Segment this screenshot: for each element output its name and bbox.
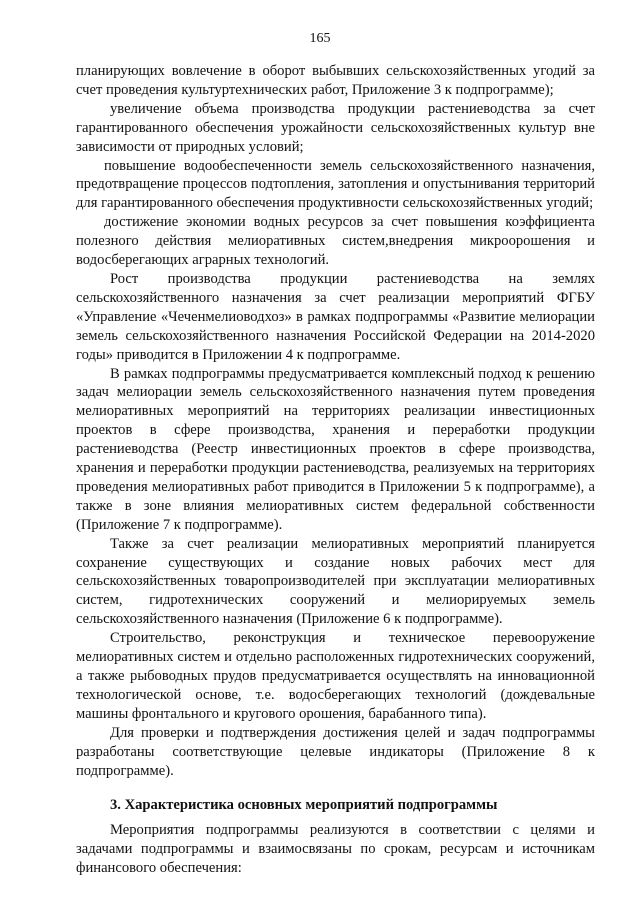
paragraph-construction: Строительство, реконструкция и техническое перевооружение мелиоративных систем и отдельно расположенных гидротехнических сооружений, а также рыбоводных прудов предусматривается осуществлять на инновационной технологической основе, т.е. водосберегающих технологий (дождевальные машины фронтального и кругового орошения, барабанного типа).	[76, 630, 595, 722]
paragraph-complex-approach: В рамках подпрограммы предусматривается комплексный подход к решению задач мелиорации земель сельскохозяйственного назначения путем проведения мелиоративных мероприятий на территориях реализации инвестиционных проектов в сфере производства, хранения и переработки продукции растениеводства (Реестр инвестиционных проектов в сфере производства, хранения и переработки продукции растениеводства, реализуемых на территориях проведения мелиоративных работ приводится в Приложении 5 к подпрограмме), а также в зоне влияния мелиоративных систем федеральной собственности (Приложение 7 к подпрограмме).	[76, 365, 595, 533]
section-heading: 3. Характеристика основных мероприятий подпрограммы	[110, 797, 498, 814]
paragraph-indicators: Для проверки и подтверждения достижения целей и задач подпрограммы разработаны соответствующие целевые индикаторы (Приложение 8 к подпрограмме).	[76, 724, 595, 779]
paragraph-production-growth: Рост производства продукции растениеводства на землях сельскохозяйственного назначения за счет реализации мероприятий ФГБУ «Управление «Чеченмелиоводхоз» в рамках подпрограммы «Развитие мелиорации земель сельскохозяйственного назначения Российской Федерации на 2014-2020 годы» приводится в Приложении 4 к подпрограмме.	[76, 270, 595, 363]
body-text	[76, 62, 595, 878]
paragraph-yield-increase: увеличение объема производства продукции растениеводства за счет гарантированного обеспечения урожайности сельскохозяйственных культур вне зависимости от природных условий;	[76, 100, 595, 155]
paragraph-water-savings: достижение экономии водных ресурсов за счет повышения коэффициента полезного действия мелиоративных систем,внедрения микроорошения и водосберегающих аграрных технологий.	[76, 214, 595, 269]
page-number: 165	[309, 31, 331, 46]
paragraph-water-supply: повышение водообеспеченности земель сельскохозяйственного назначения, предотвращение процессов подтопления, затопления и опустынивания территорий для гарантированного обеспечения продуктивности сельскохозяйственных угодий;	[76, 157, 595, 212]
paragraph-activities: Мероприятия подпрограммы реализуются в соответствии с целями и задачами подпрограммы и взаимосвязаны по срокам, ресурсам и источникам финансового обеспечения:	[76, 822, 595, 877]
paragraph-continuation: планирующих вовлечение в оборот выбывших сельскохозяйственных угодий за счет проведения культуртехнических работ, Приложение 3 к подпрограмме);	[76, 63, 595, 98]
paragraph-jobs: Также за счет реализации мелиоративных мероприятий планируется сохранение существующих и создание новых рабочих мест для сельскохозяйственных товаропроизводителей при эксплуатации мелиоративных систем, гидротехнических сооружений и мелиорируемых земель сельскохозяйственного назначения (Приложение 6 к подпрограмме).	[76, 535, 595, 628]
